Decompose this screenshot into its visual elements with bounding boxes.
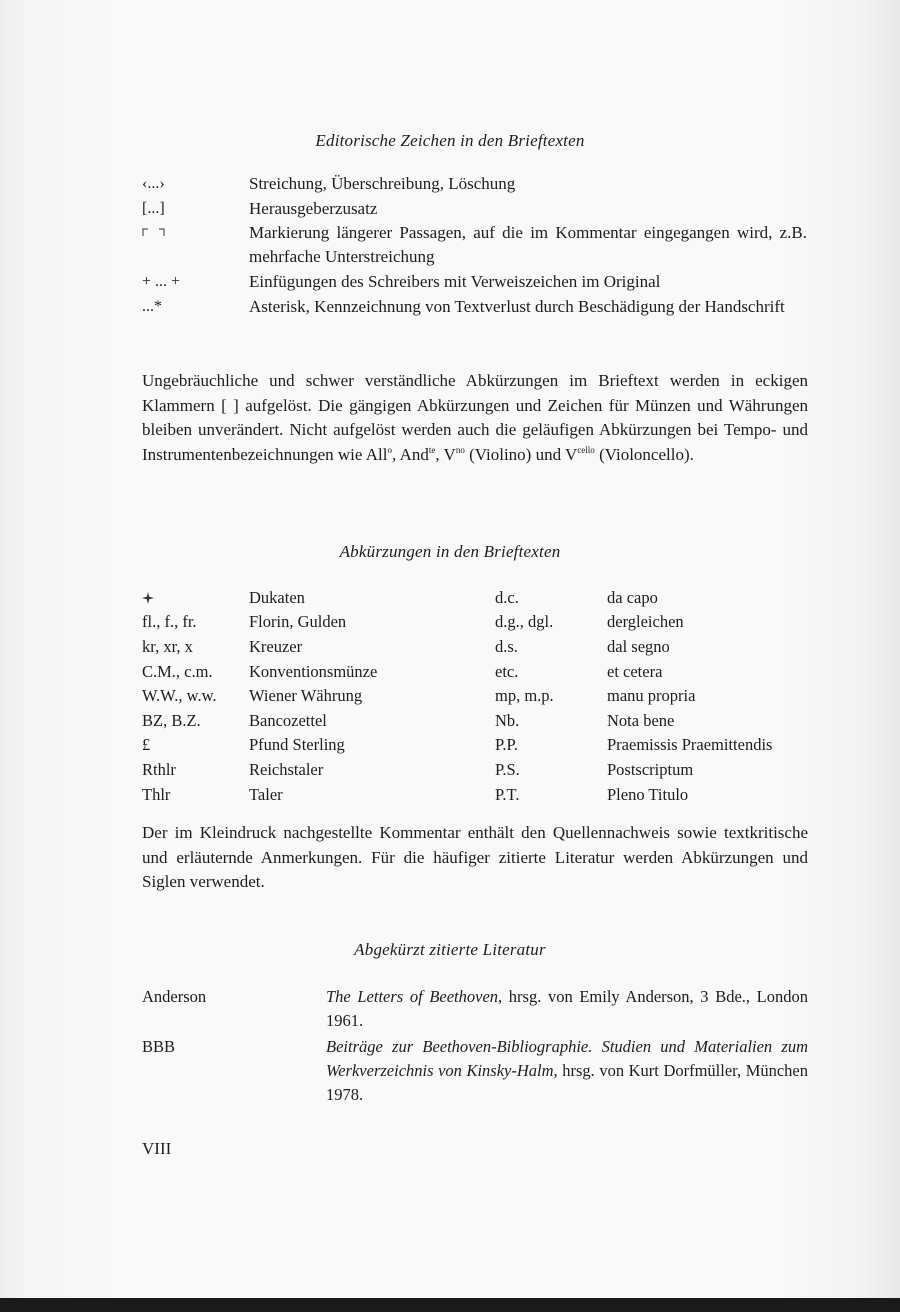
page-number: VIII xyxy=(142,1139,172,1158)
literature-siglum: Anderson xyxy=(142,987,207,1006)
abbreviation-cell: kr, xr, x xyxy=(142,637,193,656)
abbreviation-cell xyxy=(142,586,154,610)
abbr-violino: $V^{no}$ xyxy=(443,444,465,464)
ducat-icon xyxy=(142,587,154,599)
editorial-symbol: ...* xyxy=(142,298,162,315)
meaning-cell: Nota bene xyxy=(607,711,675,730)
editorial-description: Asterisk, Kennzeichnung von Textverlust durch Beschädigung der Handschrift xyxy=(249,297,785,316)
meaning-cell: et cetera xyxy=(607,662,663,681)
meaning-cell: Wiener Währung xyxy=(249,686,363,705)
abbreviation-cell: d.g., dgl. xyxy=(495,612,554,631)
meaning-cell: Florin, Gulden xyxy=(249,612,347,631)
literature-siglum: BBB xyxy=(142,1037,176,1056)
editorial-symbol: + ... + xyxy=(142,273,181,290)
abbreviation-cell: BZ, B.Z. xyxy=(142,711,201,730)
literature-title: The Letters of Beethoven xyxy=(326,987,499,1006)
corner-bracket-marks-icon xyxy=(142,221,166,231)
abbreviation-intro-paragraph: Ungebräuchliche und schwer verständliche Abkürzungen im Brieftext werden in eckigen Klammern [ ] aufgelöst. Die gängigen Abkürzungen und Zeichen für Münzen und Währungen bleiben unverändert. Nicht aufgelöst werden auch die geläufigen Abkürzungen bei Tempo- und Instrumentenbezeichnungen wie All$^o$, And$^{te}$, $V^{no}$ (Violino) und $V^{cello}$ (Violoncello). xyxy=(142,371,808,464)
meaning-cell: Praemissis Praemittendis xyxy=(607,735,773,754)
abbreviation-cell: etc. xyxy=(495,662,519,681)
editorial-description: Streichung, Überschreibung, Löschung xyxy=(249,174,516,193)
editorial-description: Markierung längerer Passagen, auf die im Kommentar eingegangen wird, z.B. mehrfache Unterstreichung xyxy=(249,223,807,266)
commentary-text: Der im Kleindruck nachgestellte Kommentar enthält den Quellennachweis sowie textkritische und erläuternde Anmerkungen. Für die häufiger zitierte Literatur werden Abkürzungen und Siglen verwendet. xyxy=(142,823,808,891)
abbreviation-cell: fl., f., fr. xyxy=(142,612,197,631)
meaning-cell: Dukaten xyxy=(249,588,305,607)
abbreviation-cell: mp, m.p. xyxy=(495,686,554,705)
scan-bottom-edge xyxy=(0,1298,900,1312)
literature-reference xyxy=(326,1035,808,1107)
abbreviation-cell: Thlr xyxy=(142,785,171,804)
meaning-cell: Taler xyxy=(249,785,283,804)
meaning-cell: Pfund Sterling xyxy=(249,735,345,754)
abbreviation-cell: d.c. xyxy=(495,588,519,607)
editorial-symbol: ‹...› xyxy=(142,175,165,192)
meaning-cell: Postscriptum xyxy=(607,760,694,779)
literature-heading: Abgekürzt zitierte Literatur xyxy=(354,940,546,959)
literature-details: , hrsg. von Emily Anderson, 3 Bde., London 1961. xyxy=(326,987,808,1030)
abbreviation-cell: d.s. xyxy=(495,637,518,656)
editorial-description: Einfügungen des Schreibers mit Verweiszeichen im Original xyxy=(249,272,661,291)
abbr-andante: And$^{te}$ xyxy=(399,444,436,464)
literature-details: , hrsg. von Kurt Dorfmüller, München 1978. xyxy=(326,1061,809,1104)
abbreviation-cell: P.T. xyxy=(495,785,520,804)
meaning-cell: dal segno xyxy=(607,637,670,656)
intro-text: Ungebräuchliche und schwer verständliche Abkürzungen im Brieftext werden in eckigen Klammern [ ] aufgelöst. Die gängigen Abkürzungen und Zeichen für Münzen und Währungen bleiben unverändert. Nicht aufgelöst werden auch die geläufigen Abkürzungen bei Tempo- und Instrumentenbezeichnungen wie xyxy=(142,371,808,464)
abbreviation-cell: Rthlr xyxy=(142,760,176,779)
literature-reference xyxy=(326,985,808,1033)
meaning-cell: Pleno Titulo xyxy=(607,785,689,804)
meaning-cell: da capo xyxy=(607,588,658,607)
editorial-symbol: [...] xyxy=(142,200,165,217)
meaning-cell: Konventionsmünze xyxy=(249,662,378,681)
meaning-cell: dergleichen xyxy=(607,612,684,631)
abbr-violoncello: $V^{cello}$ xyxy=(565,444,595,464)
abbreviation-cell: Nb. xyxy=(495,711,520,730)
abbreviation-cell: C.M., c.m. xyxy=(142,662,213,681)
abbreviation-cell: P.P. xyxy=(495,735,518,754)
abbreviation-cell: P.S. xyxy=(495,760,520,779)
meaning-cell: Reichstaler xyxy=(249,760,324,779)
literature-title: Beiträge zur Beethoven-Bibliographie. Studien und Materialien zum Werkverzeichnis von Kinsky-Halm xyxy=(326,1037,808,1080)
abbreviation-cell: £ xyxy=(142,735,151,754)
abbreviations-heading: Abkürzungen in den Brieftexten xyxy=(339,542,561,561)
editorial-signs-heading: Editorische Zeichen in den Brieftexten xyxy=(315,131,585,150)
commentary-paragraph xyxy=(142,821,808,895)
meaning-cell: Bancozettel xyxy=(249,711,327,730)
abbreviation-cell: W.W., w.w. xyxy=(142,686,217,705)
abbr-allegro: All$^o$ xyxy=(365,444,392,464)
editorial-description: Herausgeberzusatz xyxy=(249,199,378,218)
meaning-cell: manu propria xyxy=(607,686,696,705)
editorial-symbol xyxy=(142,221,166,245)
meaning-cell: Kreuzer xyxy=(249,637,303,656)
